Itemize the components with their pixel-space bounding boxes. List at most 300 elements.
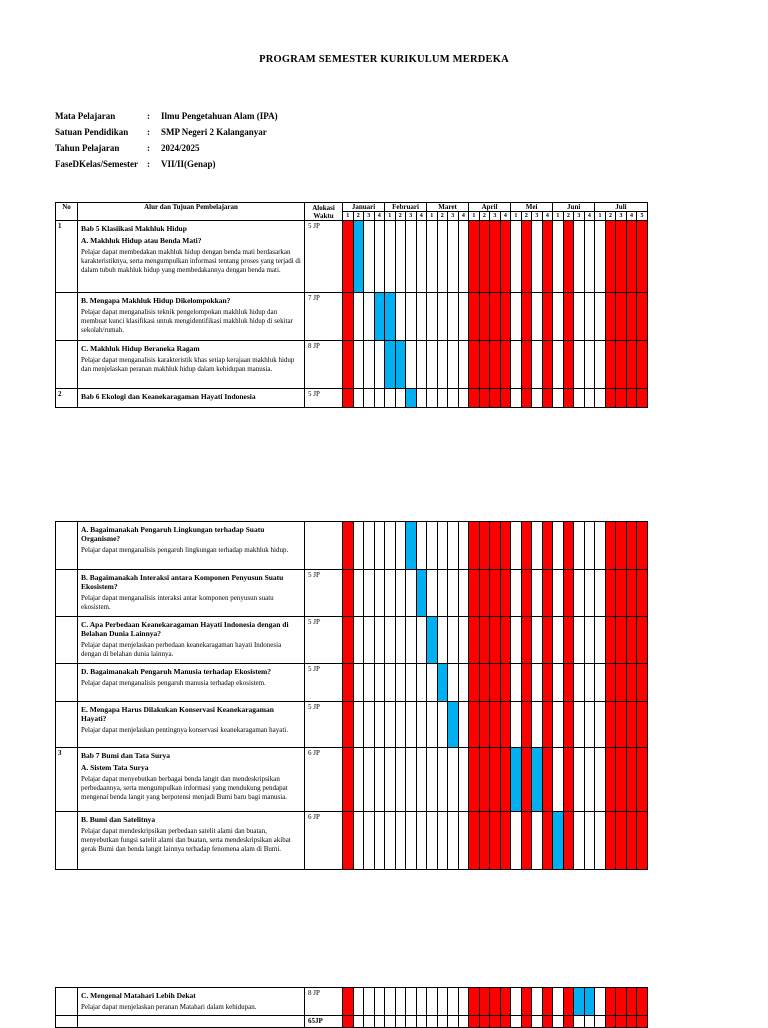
week-cell — [584, 389, 595, 408]
week-cell — [437, 293, 448, 341]
week-cell — [374, 522, 385, 570]
row-heading: B. Mengapa Makhluk Hidup Dikelompokkan? — [81, 296, 231, 305]
week-cell — [353, 293, 364, 341]
week-cell-active — [532, 748, 543, 812]
schedule-table — [55, 987, 648, 1028]
week-cell — [553, 1016, 564, 1028]
week-cell-holiday — [616, 1016, 627, 1028]
week-cell-holiday — [343, 812, 354, 870]
row-description: Pelajar dapat menganalisis interaksi antar komponen penyusun suatu ekosistem. — [81, 594, 274, 611]
week-cell-active — [553, 812, 564, 870]
week-cell — [385, 522, 396, 570]
row-description: Pelajar dapat mendeskripsikan perbedaan satelit alami dan buatan, menyebutkan fungsi satelit alami dan buatan, serta mendeskripsikan akibat gerak Bumi dan benda langit lainnya terhadap fenomena alam di Bumi. — [81, 827, 291, 853]
week-cell-holiday — [479, 1016, 490, 1028]
week-cell-holiday — [626, 341, 637, 389]
header-month: Juni — [553, 203, 595, 212]
week-cell-holiday — [542, 293, 553, 341]
week-cell-holiday — [469, 570, 480, 617]
row-description: Pelajar dapat menganalisis karakteristik khas setiap kerajaan makhluk hidup dan menjelaskan peranan makhluk hidup dalam kehidupan manusia. — [81, 356, 295, 373]
week-cell-holiday — [343, 748, 354, 812]
week-cell — [553, 570, 564, 617]
week-cell — [437, 570, 448, 617]
week-cell — [353, 988, 364, 1016]
week-cell-active — [584, 988, 595, 1016]
header-week: 4 — [416, 212, 427, 221]
week-cell-holiday — [637, 389, 648, 408]
row-heading: B. Bagaimanakah Interaksi antara Komponen Penyusun Suatu Ekosistem? — [81, 573, 284, 591]
week-cell — [437, 617, 448, 664]
week-cell-active — [427, 617, 438, 664]
week-cell — [395, 812, 406, 870]
week-cell — [395, 389, 406, 408]
week-cell — [458, 341, 469, 389]
week-cell-active — [385, 293, 396, 341]
week-cell-holiday — [490, 221, 501, 293]
week-cell — [416, 221, 427, 293]
info-separator: : — [147, 127, 150, 137]
week-cell — [574, 221, 585, 293]
table-row — [56, 812, 648, 870]
week-cell — [395, 748, 406, 812]
week-cell — [374, 702, 385, 748]
week-cell-holiday — [490, 812, 501, 870]
week-cell — [511, 522, 522, 570]
week-cell — [353, 522, 364, 570]
header-alokasi: Alokasi Waktu — [305, 203, 343, 221]
header-month: Januari — [343, 203, 385, 212]
week-cell-holiday — [500, 812, 511, 870]
week-cell — [584, 664, 595, 702]
week-cell-holiday — [542, 664, 553, 702]
week-cell — [374, 221, 385, 293]
header-week: 2 — [479, 212, 490, 221]
table-row — [56, 988, 648, 1016]
header-week: 3 — [574, 212, 585, 221]
week-cell-holiday — [490, 389, 501, 408]
week-cell-holiday — [637, 702, 648, 748]
row-alokasi: 5 JP — [305, 702, 343, 748]
week-cell-holiday — [542, 617, 553, 664]
week-cell — [595, 1016, 606, 1028]
header-week: 1 — [343, 212, 354, 221]
week-cell — [584, 702, 595, 748]
week-cell — [406, 988, 417, 1016]
week-cell — [553, 664, 564, 702]
week-cell — [427, 748, 438, 812]
header-week: 2 — [521, 212, 532, 221]
week-cell-holiday — [563, 341, 574, 389]
week-cell-holiday — [626, 1016, 637, 1028]
header-week: 1 — [469, 212, 480, 221]
row-content — [78, 988, 305, 1016]
week-cell — [458, 221, 469, 293]
week-cell-holiday — [343, 221, 354, 293]
week-cell — [553, 702, 564, 748]
table-row — [56, 702, 648, 748]
week-cell — [416, 522, 427, 570]
week-cell-holiday — [563, 617, 574, 664]
week-cell — [374, 1016, 385, 1028]
week-cell-holiday — [479, 522, 490, 570]
week-cell-holiday — [626, 570, 637, 617]
week-cell-holiday — [479, 617, 490, 664]
week-cell — [584, 221, 595, 293]
week-cell — [364, 341, 375, 389]
week-cell-holiday — [605, 341, 616, 389]
row-number — [56, 570, 78, 617]
week-cell — [385, 221, 396, 293]
week-cell-holiday — [479, 812, 490, 870]
week-cell-holiday — [637, 748, 648, 812]
week-cell-holiday — [490, 702, 501, 748]
week-cell — [374, 617, 385, 664]
week-cell — [532, 522, 543, 570]
week-cell-holiday — [500, 748, 511, 812]
header-week: 1 — [511, 212, 522, 221]
week-cell-holiday — [563, 812, 574, 870]
week-cell-holiday — [563, 293, 574, 341]
week-cell — [406, 221, 417, 293]
week-cell — [553, 293, 564, 341]
header-month: April — [469, 203, 511, 212]
week-cell — [458, 988, 469, 1016]
info-row — [55, 127, 278, 143]
week-cell-holiday — [500, 341, 511, 389]
week-cell — [511, 389, 522, 408]
header-week: 4 — [626, 212, 637, 221]
week-cell — [364, 617, 375, 664]
week-cell — [427, 389, 438, 408]
week-cell — [353, 664, 364, 702]
week-cell-holiday — [521, 570, 532, 617]
week-cell — [458, 522, 469, 570]
row-number — [56, 812, 78, 870]
week-cell-holiday — [616, 664, 627, 702]
week-cell — [437, 341, 448, 389]
week-cell — [553, 988, 564, 1016]
week-cell-holiday — [500, 617, 511, 664]
row-alokasi: 5 JP — [305, 664, 343, 702]
week-cell-holiday — [637, 221, 648, 293]
week-cell-holiday — [616, 389, 627, 408]
info-separator: : — [147, 159, 150, 169]
week-cell — [553, 522, 564, 570]
row-heading: D. Bagaimanakah Pengaruh Manusia terhadap Ekosistem? — [81, 667, 272, 676]
info-value: Ilmu Pengetahuan Alam (IPA) — [161, 111, 278, 121]
row-heading: B. Bumi dan Satelitnya — [81, 815, 156, 824]
week-cell — [395, 522, 406, 570]
week-cell — [395, 664, 406, 702]
info-value: SMP Negeri 2 Kalanganyar — [161, 127, 267, 137]
week-cell-holiday — [542, 812, 553, 870]
week-cell-holiday — [500, 221, 511, 293]
row-heading: A. Bagaimanakah Pengaruh Lingkungan terhadap Suatu Organisme? — [81, 525, 265, 543]
week-cell-holiday — [490, 293, 501, 341]
week-cell-holiday — [500, 389, 511, 408]
week-cell-holiday — [637, 341, 648, 389]
header-week: 3 — [490, 212, 501, 221]
week-cell — [595, 570, 606, 617]
week-cell — [584, 341, 595, 389]
week-cell-holiday — [521, 221, 532, 293]
week-cell-holiday — [490, 1016, 501, 1028]
week-cell-active — [416, 570, 427, 617]
week-cell — [458, 812, 469, 870]
week-cell — [532, 988, 543, 1016]
week-cell — [511, 702, 522, 748]
week-cell — [437, 522, 448, 570]
row-number — [56, 1016, 78, 1028]
week-cell — [364, 570, 375, 617]
week-cell — [406, 293, 417, 341]
week-cell-holiday — [563, 570, 574, 617]
week-cell-holiday — [616, 341, 627, 389]
row-description: Pelajar dapat menjelaskan peranan Matahari dalam kehidupan. — [81, 1003, 257, 1011]
row-alokasi: 5 JP — [305, 389, 343, 408]
week-cell-holiday — [542, 221, 553, 293]
week-cell-holiday — [563, 702, 574, 748]
week-cell — [574, 812, 585, 870]
week-cell — [458, 389, 469, 408]
week-cell — [353, 389, 364, 408]
row-description: Pelajar dapat menganalisis pengaruh lingkungan terhadap makhluk hidup. — [81, 546, 289, 554]
row-content — [78, 293, 305, 341]
row-content — [78, 221, 305, 293]
week-cell — [448, 617, 459, 664]
week-cell-active — [385, 341, 396, 389]
week-cell-holiday — [343, 988, 354, 1016]
week-cell — [532, 664, 543, 702]
week-cell — [353, 617, 364, 664]
week-cell — [385, 702, 396, 748]
week-cell — [584, 812, 595, 870]
week-cell — [584, 617, 595, 664]
row-content — [78, 664, 305, 702]
week-cell-holiday — [605, 812, 616, 870]
week-cell — [364, 1016, 375, 1028]
row-heading: C. Makhluk Hidup Beraneka Ragam — [81, 344, 200, 353]
week-cell-holiday — [521, 812, 532, 870]
week-cell — [532, 1016, 543, 1028]
row-description: Pelajar dapat menjelaskan perbedaan keanekaragaman hayati Indonesia dengan di belahan dunia lainnya. — [81, 641, 282, 658]
week-cell — [532, 341, 543, 389]
row-alokasi: 6 JP — [305, 812, 343, 870]
week-cell-active — [353, 221, 364, 293]
week-cell — [364, 812, 375, 870]
row-subheading: A. Makhluk Hidup atau Benda Mati? — [81, 236, 202, 245]
row-content — [78, 812, 305, 870]
week-cell — [395, 1016, 406, 1028]
week-cell — [448, 988, 459, 1016]
week-cell-holiday — [605, 664, 616, 702]
week-cell — [395, 617, 406, 664]
week-cell-holiday — [626, 221, 637, 293]
header-week: 2 — [563, 212, 574, 221]
table-row — [56, 617, 648, 664]
info-label: Tahun Pelajaran — [55, 143, 120, 153]
week-cell-holiday — [521, 1016, 532, 1028]
week-cell-holiday — [521, 617, 532, 664]
row-description: Pelajar dapat membedakan makhluk hidup dengan benda mati berdasarkan karakteristiknya, serta mengumpulkan informasi tentang proses yang terjadi di dalam tubuh makhluk hidup yang membedakannya dengan benda mati. — [81, 248, 301, 274]
week-cell — [584, 293, 595, 341]
week-cell — [427, 1016, 438, 1028]
week-cell — [416, 988, 427, 1016]
row-number — [56, 522, 78, 570]
week-cell-holiday — [500, 988, 511, 1016]
week-cell-holiday — [605, 702, 616, 748]
week-cell — [574, 748, 585, 812]
header-row-months — [56, 203, 648, 212]
week-cell — [532, 812, 543, 870]
week-cell-active — [395, 341, 406, 389]
week-cell — [595, 221, 606, 293]
week-cell — [574, 341, 585, 389]
header-no: No — [56, 203, 78, 221]
week-cell — [385, 570, 396, 617]
week-cell — [574, 570, 585, 617]
week-cell-holiday — [542, 522, 553, 570]
week-cell-holiday — [490, 988, 501, 1016]
week-cell-holiday — [500, 570, 511, 617]
header-week: 1 — [385, 212, 396, 221]
week-cell-holiday — [343, 664, 354, 702]
week-cell-holiday — [343, 617, 354, 664]
week-cell-active — [574, 988, 585, 1016]
week-cell-holiday — [616, 293, 627, 341]
week-cell — [458, 1016, 469, 1028]
week-cell-holiday — [521, 664, 532, 702]
week-cell-holiday — [469, 221, 480, 293]
info-separator: : — [147, 143, 150, 153]
week-cell — [406, 570, 417, 617]
week-cell — [385, 389, 396, 408]
week-cell — [385, 1016, 396, 1028]
header-month: Februari — [385, 203, 427, 212]
week-cell — [427, 988, 438, 1016]
table-row — [56, 664, 648, 702]
week-cell — [374, 341, 385, 389]
week-cell-holiday — [469, 748, 480, 812]
week-cell — [553, 748, 564, 812]
week-cell-holiday — [626, 748, 637, 812]
week-cell — [458, 702, 469, 748]
table-row — [56, 221, 648, 293]
week-cell-holiday — [521, 293, 532, 341]
week-cell-holiday — [563, 522, 574, 570]
week-cell-holiday — [479, 664, 490, 702]
schedule-table — [55, 202, 648, 408]
week-cell-holiday — [500, 664, 511, 702]
row-content — [78, 617, 305, 664]
week-cell — [595, 748, 606, 812]
week-cell-holiday — [479, 702, 490, 748]
week-cell — [532, 293, 543, 341]
week-cell-holiday — [469, 293, 480, 341]
week-cell-holiday — [542, 1016, 553, 1028]
week-cell — [595, 389, 606, 408]
week-cell — [353, 748, 364, 812]
week-cell-holiday — [605, 221, 616, 293]
week-cell — [364, 221, 375, 293]
header-week: 1 — [553, 212, 564, 221]
week-cell-holiday — [626, 522, 637, 570]
week-cell-holiday — [500, 522, 511, 570]
week-cell — [574, 389, 585, 408]
week-cell-holiday — [563, 1016, 574, 1028]
week-cell — [427, 221, 438, 293]
header-alur: Alur dan Tujuan Pembelajaran — [78, 203, 305, 221]
week-cell — [364, 748, 375, 812]
table-row — [56, 293, 648, 341]
info-label: FaseDKelas/Semester — [55, 159, 138, 169]
week-cell — [406, 617, 417, 664]
week-cell — [595, 702, 606, 748]
document-info — [55, 111, 278, 175]
week-cell — [553, 221, 564, 293]
week-cell-holiday — [490, 522, 501, 570]
header-week: 4 — [584, 212, 595, 221]
week-cell-holiday — [605, 988, 616, 1016]
week-cell — [584, 748, 595, 812]
week-cell — [406, 664, 417, 702]
week-cell-holiday — [605, 293, 616, 341]
week-cell-holiday — [637, 1016, 648, 1028]
week-cell — [595, 988, 606, 1016]
week-cell — [553, 389, 564, 408]
week-cell-holiday — [479, 988, 490, 1016]
row-content — [78, 341, 305, 389]
week-cell — [553, 341, 564, 389]
week-cell-holiday — [637, 812, 648, 870]
row-alokasi: 7 JP — [305, 293, 343, 341]
header-week: 1 — [427, 212, 438, 221]
week-cell — [427, 664, 438, 702]
row-description: Pelajar dapat menjelaskan pentingnya konservasi keanekaragaman hayati. — [81, 726, 288, 734]
week-cell-holiday — [542, 341, 553, 389]
week-cell — [353, 1016, 364, 1028]
week-cell — [458, 570, 469, 617]
week-cell — [416, 664, 427, 702]
week-cell — [584, 522, 595, 570]
week-cell — [406, 748, 417, 812]
row-alokasi: 65JP — [305, 1016, 343, 1028]
week-cell-holiday — [479, 221, 490, 293]
row-subheading: A. Sistem Tata Surya — [81, 763, 149, 772]
week-cell — [584, 570, 595, 617]
info-label: Satuan Pendidikan — [55, 127, 129, 137]
week-cell — [364, 664, 375, 702]
week-cell-holiday — [479, 341, 490, 389]
row-number: 2 — [56, 389, 78, 408]
week-cell — [427, 522, 438, 570]
week-cell — [416, 1016, 427, 1028]
week-cell — [574, 1016, 585, 1028]
week-cell-holiday — [490, 570, 501, 617]
week-cell — [448, 221, 459, 293]
document-title: PROGRAM SEMESTER KURIKULUM MERDEKA — [259, 54, 509, 65]
week-cell — [427, 293, 438, 341]
week-cell — [595, 522, 606, 570]
week-cell — [406, 341, 417, 389]
header-week: 3 — [616, 212, 627, 221]
week-cell — [448, 812, 459, 870]
week-cell-active — [437, 664, 448, 702]
week-cell-holiday — [343, 522, 354, 570]
week-cell-holiday — [605, 748, 616, 812]
week-cell-holiday — [343, 702, 354, 748]
week-cell-holiday — [490, 617, 501, 664]
week-cell-holiday — [343, 293, 354, 341]
